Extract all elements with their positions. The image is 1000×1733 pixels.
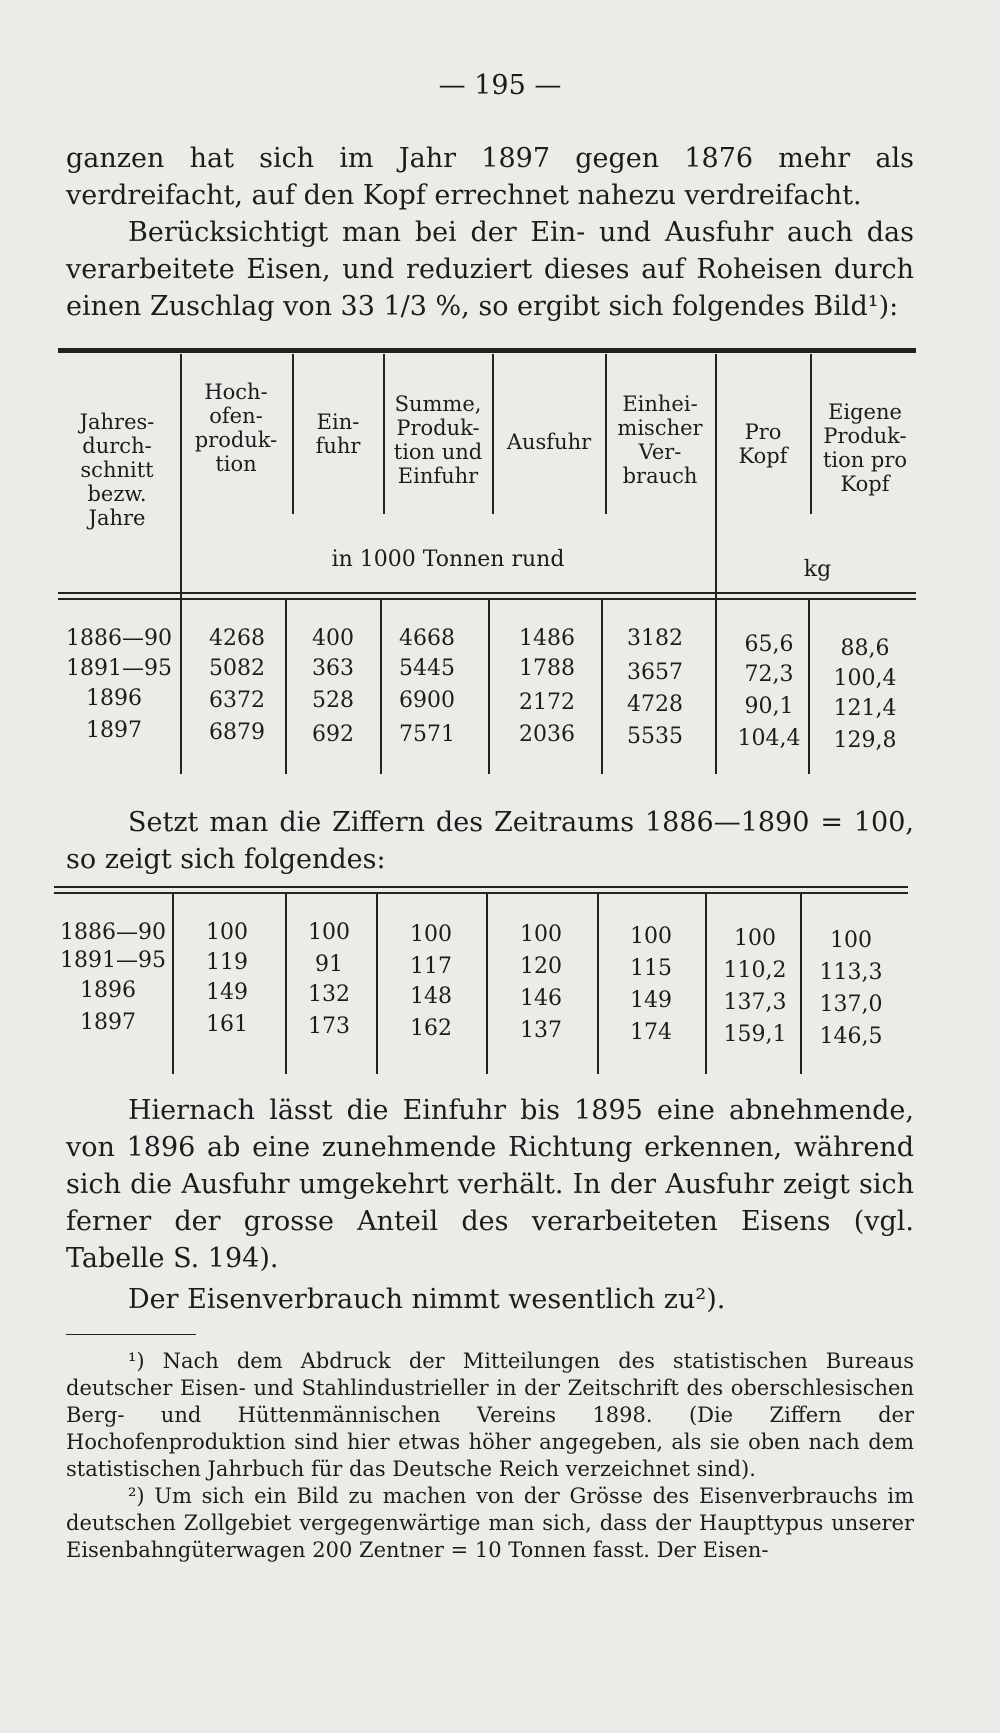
cell: 528 <box>312 688 354 713</box>
table-1-header-rule-2 <box>58 598 916 600</box>
cell: 88,6 <box>840 636 890 661</box>
cell: 110,2 <box>723 958 787 983</box>
cell: 173 <box>308 1014 350 1039</box>
intro-text <box>66 140 914 325</box>
table-1-col-rule <box>492 354 494 514</box>
cell: 100 <box>410 922 452 947</box>
table-1-col-rule <box>488 600 490 774</box>
cell: 100,4 <box>833 666 897 691</box>
cell: 6900 <box>399 688 455 713</box>
cell: 115 <box>630 956 672 981</box>
cell: 400 <box>312 626 354 651</box>
cell: 119 <box>206 950 248 975</box>
cell: 1486 <box>519 626 575 651</box>
row-label: 1896 <box>80 978 136 1003</box>
header-blast-furnace: Hoch-ofen-produk-tion <box>194 380 278 476</box>
page-number: — 195 — <box>438 70 562 101</box>
cell: 5535 <box>627 724 683 749</box>
paragraph-2: Berücksichtigt man bei der Ein- und Ausfuhr auch das verarbeitete Eisen, und reduziert dieses auf Roheisen durch einen Zuschlag von 33 1/3 %, so ergibt sich folgendes Bild¹): <box>66 217 914 322</box>
table-1-col-rule <box>383 354 385 514</box>
cell: 2172 <box>519 690 575 715</box>
cell: 113,3 <box>819 960 883 985</box>
header-consumption: Einhei-mischer Ver-brauch <box>617 392 703 488</box>
header-period: Jahres-durch-schnitt bezw. Jahre <box>79 410 155 530</box>
footnote-1: ¹) Nach dem Abdruck der Mitteilungen des statistischen Bureaus deutscher Eisen- und Stahlindustrieller in der Zeitschrift des oberschlesischen Berg- und Hüttenmännischen Vereins 1898. (Die Ziffern der Hochofenproduktion sind hier etwas höher angegeben, als sie oben nach dem statistischen Jahrbuch für das Deutsche Reich verzeichnet sind). <box>66 1349 914 1481</box>
cell: 129,8 <box>833 728 897 753</box>
paragraph-1: ganzen hat sich im Jahr 1897 gegen 1876 mehr als verdreifacht, auf den Kopf errechnet nahezu verdreifacht. <box>66 143 914 211</box>
footnote-2: ²) Um sich ein Bild zu machen von der Grösse des Eisenverbrauchs im deutschen Zollgebiet vergegenwärtige man sich, dass der Haupttypus unserer Eisenbahngüterwagen 200 Zentner = 10 Tonnen fasst. Der Eisen- <box>66 1484 914 1562</box>
header-own-production-per-capita: Eigene Produk-tion pro Kopf <box>822 400 908 496</box>
table-2-top-rule <box>54 886 908 888</box>
cell: 363 <box>312 656 354 681</box>
cell: 6372 <box>209 688 265 713</box>
cell: 5445 <box>399 656 455 681</box>
table-1-col-rule <box>810 354 812 514</box>
footnote-rule <box>66 1334 196 1335</box>
cell: 6879 <box>209 720 265 745</box>
unit-kg: kg <box>803 557 832 582</box>
cell: 146 <box>520 986 562 1011</box>
table-1-col-rule <box>292 354 294 514</box>
cell: 174 <box>630 1020 672 1045</box>
header-per-capita: Pro Kopf <box>738 420 788 468</box>
cell: 65,6 <box>744 632 794 657</box>
cell: 117 <box>410 954 452 979</box>
cell: 100 <box>206 920 248 945</box>
cell: 72,3 <box>744 662 794 687</box>
cell: 4728 <box>627 692 683 717</box>
cell: 5082 <box>209 656 265 681</box>
header-exports: Ausfuhr <box>506 430 592 454</box>
header-imports: Ein-fuhr <box>315 410 361 458</box>
paragraph-3: Setzt man die Ziffern des Zeitraums 1886—1890 = 100, so zeigt sich folgendes: <box>66 807 914 875</box>
row-label: 1886—90 <box>66 626 172 651</box>
cell: 162 <box>410 1016 452 1041</box>
paragraph-5: Der Eisenverbrauch nimmt wesentlich zu²). <box>128 1284 726 1315</box>
row-label: 1896 <box>86 686 142 711</box>
cell: 100 <box>308 920 350 945</box>
cell: 148 <box>410 984 452 1009</box>
cell: 3182 <box>627 626 683 651</box>
cell: 100 <box>734 926 776 951</box>
paragraph-4: Hiernach lässt die Einfuhr bis 1895 eine abnehmende, von 1896 ab eine zunehmende Richtung erkennen, während sich die Ausfuhr umgekehrt verhält. In der Ausfuhr zeigt sich ferner der grosse Anteil des verarbeiteten Eisens (vgl. Tabelle S. 194). <box>66 1095 914 1274</box>
middle-text <box>66 804 914 878</box>
cell: 3657 <box>627 660 683 685</box>
table-1-header-rule <box>58 592 916 594</box>
cell: 137,3 <box>723 990 787 1015</box>
cell: 692 <box>312 722 354 747</box>
cell: 4268 <box>209 626 265 651</box>
table-1-col-rule <box>605 354 607 514</box>
table-1-top-rule <box>58 348 916 353</box>
cell: 137 <box>520 1018 562 1043</box>
cell: 161 <box>206 1012 248 1037</box>
cell: 91 <box>315 952 343 977</box>
row-label: 1897 <box>86 718 142 743</box>
cell: 149 <box>206 980 248 1005</box>
cell: 146,5 <box>819 1024 883 1049</box>
cell: 121,4 <box>833 696 897 721</box>
cell: 100 <box>830 928 872 953</box>
cell: 90,1 <box>744 694 794 719</box>
cell: 100 <box>630 924 672 949</box>
cell: 1788 <box>519 656 575 681</box>
footnotes <box>66 1348 914 1564</box>
row-label: 1897 <box>80 1010 136 1035</box>
cell: 149 <box>630 988 672 1013</box>
cell: 104,4 <box>737 726 801 751</box>
cell: 120 <box>520 954 562 979</box>
cell: 159,1 <box>723 1022 787 1047</box>
table-2-top-rule-2 <box>54 892 908 894</box>
header-sum: Summe, Produk-tion und Einfuhr <box>393 392 483 488</box>
cell: 132 <box>308 982 350 1007</box>
row-label: 1891—95 <box>66 656 172 681</box>
cell: 4668 <box>399 626 455 651</box>
cell: 100 <box>520 922 562 947</box>
row-label: 1886—90 <box>60 920 166 945</box>
cell: 137,0 <box>819 992 883 1017</box>
unit-thousand-tons: in 1000 Tonnen rund <box>331 547 565 572</box>
cell: 2036 <box>519 722 575 747</box>
cell: 7571 <box>399 722 455 747</box>
closing-text <box>66 1092 914 1318</box>
row-label: 1891—95 <box>60 948 166 973</box>
